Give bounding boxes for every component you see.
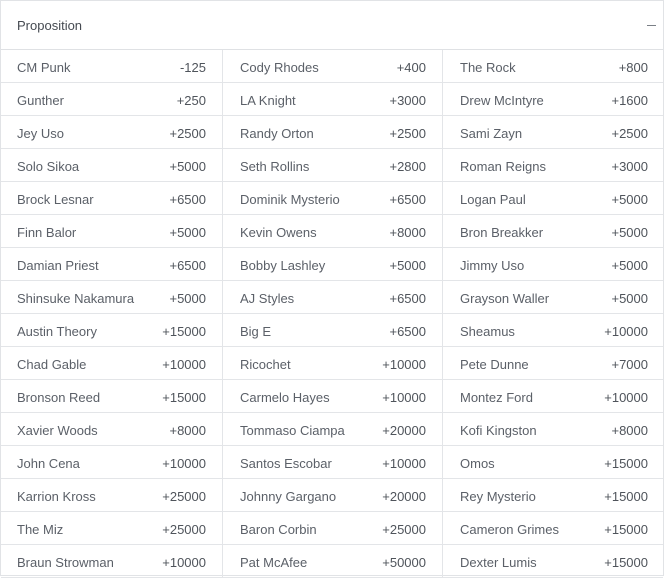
selection-cell[interactable] [1,149,223,182]
selection-cell[interactable] [443,512,663,545]
selection-odds: +8000 [389,225,426,240]
selection-cell[interactable] [443,83,663,116]
selection-cell[interactable] [1,380,223,413]
selection-odds: +50000 [382,555,426,570]
selection-name: Montez Ford [460,390,533,405]
selection-odds: +400 [396,60,426,75]
selection-cell[interactable] [443,314,663,347]
selection-odds: +8000 [611,423,648,438]
selection-name: Kevin Owens [240,225,317,240]
selection-cell[interactable] [223,380,443,413]
selection-name: Brock Lesnar [17,192,94,207]
selection-odds: +5000 [169,291,206,306]
selection-odds: +25000 [162,522,206,537]
selection-cell[interactable] [443,413,663,446]
selection-name: CM Punk [17,60,71,75]
selection-odds: -125 [179,60,206,75]
selection-odds: +15000 [604,456,648,471]
selection-odds: +15000 [604,522,648,537]
selection-odds: +15000 [162,324,206,339]
selection-odds: +3000 [389,93,426,108]
selection-name: Drew McIntyre [460,93,544,108]
selection-cell[interactable] [223,83,443,116]
selection-cell[interactable] [443,545,663,578]
selection-name: Baron Corbin [240,522,317,537]
selection-odds: +10000 [604,324,648,339]
selection-odds: +2800 [389,159,426,174]
selection-name: Austin Theory [17,324,97,339]
selection-name: Kofi Kingston [460,423,537,438]
selection-cell[interactable] [223,149,443,182]
selection-cell[interactable] [1,446,223,479]
selection-name: Carmelo Hayes [240,390,330,405]
selection-name: Bobby Lashley [240,258,326,273]
selection-name: The Miz [17,522,64,537]
selection-odds: +5000 [169,225,206,240]
selection-cell[interactable] [443,149,663,182]
selection-name: Jey Uso [17,126,64,141]
selection-name: Logan Paul [460,192,526,207]
selection-name: Karrion Kross [17,489,96,504]
selection-odds: +20000 [382,423,426,438]
selection-odds: +10000 [382,390,426,405]
selection-cell[interactable] [223,545,443,578]
selection-cell[interactable] [1,347,223,380]
selection-name: Bron Breakker [460,225,544,240]
selection-name: Sheamus [460,324,515,339]
selection-cell[interactable] [443,50,663,83]
selection-odds: +10000 [162,357,206,372]
selection-name: Santos Escobar [240,456,332,471]
selection-cell[interactable] [223,50,443,83]
selection-name: Shinsuke Nakamura [17,291,135,306]
selection-name: Pat McAfee [240,555,308,570]
selection-odds: +25000 [382,522,426,537]
selection-cell[interactable] [443,215,663,248]
selection-odds: +5000 [611,258,648,273]
selection-cell[interactable] [443,248,663,281]
selection-cell[interactable] [1,479,223,512]
selection-name: Dexter Lumis [460,555,537,570]
selection-cell[interactable] [1,512,223,545]
selection-name: Randy Orton [240,126,314,141]
selection-cell[interactable] [223,182,443,215]
selection-cell[interactable] [223,215,443,248]
selection-name: Cody Rhodes [240,60,319,75]
selection-cell[interactable] [223,347,443,380]
selection-name: Xavier Woods [17,423,98,438]
selection-name: Seth Rollins [240,159,310,174]
selection-cell[interactable] [443,281,663,314]
selection-name: Braun Strowman [17,555,114,570]
selection-cell[interactable] [1,545,223,578]
selection-odds: +2500 [169,126,206,141]
selection-odds: +25000 [162,489,206,504]
selection-cell[interactable] [1,50,223,83]
panel-header[interactable] [1,1,663,50]
selection-cell[interactable] [223,512,443,545]
selection-odds: +15000 [604,555,648,570]
selection-odds: +7000 [611,357,648,372]
selection-name: Roman Reigns [460,159,546,174]
selection-odds: +10000 [162,555,206,570]
selection-name: John Cena [17,456,80,471]
selection-name: Johnny Gargano [240,489,337,504]
selection-odds: +6500 [389,192,426,207]
selection-cell[interactable] [1,314,223,347]
selection-name: Jimmy Uso [460,258,525,273]
selection-odds: +2500 [611,126,648,141]
selection-odds: +15000 [162,390,206,405]
selection-odds: +250 [176,93,206,108]
selection-cell[interactable] [223,248,443,281]
selection-cell[interactable] [223,479,443,512]
selection-cell[interactable] [1,182,223,215]
selection-name: AJ Styles [240,291,295,306]
selection-cell[interactable] [443,347,663,380]
selection-odds: +5000 [611,192,648,207]
selection-cell[interactable] [1,248,223,281]
selection-odds: +6500 [389,324,426,339]
selection-name: Sami Zayn [460,126,523,141]
selection-name: Tommaso Ciampa [240,423,345,438]
selection-name: Grayson Waller [460,291,550,306]
selection-name: Rey Mysterio [460,489,536,504]
selection-cell[interactable] [1,83,223,116]
selection-name: Dominik Mysterio [240,192,340,207]
selection-odds: +10000 [382,357,426,372]
selection-odds: +5000 [169,159,206,174]
minus-glyph [647,25,656,26]
selection-name: Damian Priest [17,258,99,273]
selection-odds: +20000 [382,489,426,504]
selection-cell[interactable] [223,413,443,446]
odds-grid [1,50,663,578]
selection-odds: +6500 [169,192,206,207]
selection-cell[interactable] [223,446,443,479]
selection-odds: +5000 [611,291,648,306]
selection-cell[interactable] [443,380,663,413]
selection-name: Bronson Reed [17,390,101,405]
selection-odds: +6500 [389,291,426,306]
selection-name: Ricochet [240,357,291,372]
selection-odds: +5000 [389,258,426,273]
panel-title: Proposition [17,18,83,33]
selection-cell[interactable] [223,314,443,347]
selection-odds: +6500 [169,258,206,273]
selection-name: Cameron Grimes [460,522,559,537]
selection-odds: +10000 [604,390,648,405]
selection-name: Big E [240,324,272,339]
selection-name: Solo Sikoa [17,159,80,174]
selection-odds: +5000 [611,225,648,240]
selection-odds: +3000 [611,159,648,174]
selection-odds: +10000 [382,456,426,471]
selection-cell[interactable] [443,446,663,479]
selection-cell[interactable] [443,479,663,512]
selection-cell[interactable] [443,116,663,149]
selection-odds: +800 [618,60,648,75]
selection-cell[interactable] [1,215,223,248]
selection-name: Pete Dunne [460,357,529,372]
selection-name: Omos [460,456,495,471]
selection-cell[interactable] [1,413,223,446]
selection-odds: +8000 [169,423,206,438]
selection-name: Chad Gable [17,357,87,372]
selection-cell[interactable] [1,116,223,149]
selection-odds: +1600 [611,93,648,108]
selection-cell[interactable] [1,281,223,314]
minus-icon[interactable] [643,17,659,33]
selection-odds: +15000 [604,489,648,504]
selection-odds: +2500 [389,126,426,141]
selection-name: Gunther [17,93,64,108]
selection-name: The Rock [460,60,516,75]
selection-cell[interactable] [223,281,443,314]
selection-cell[interactable] [223,116,443,149]
selection-name: Finn Balor [17,225,77,240]
selection-cell[interactable] [443,182,663,215]
selection-odds: +10000 [162,456,206,471]
selection-name: LA Knight [240,93,296,108]
